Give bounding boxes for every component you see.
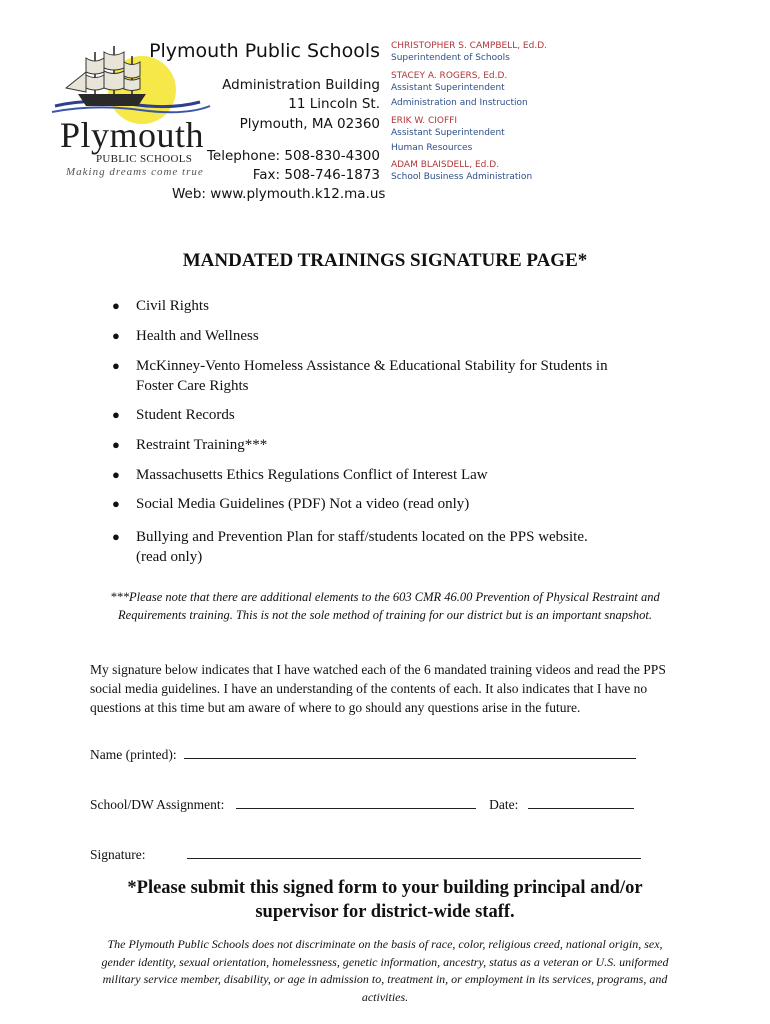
name-printed-label: Name (printed): xyxy=(90,747,177,762)
logo-tagline: Making dreams come true xyxy=(66,166,204,178)
staff-title: Assistant Superintendent xyxy=(391,83,505,93)
assignment-line[interactable] xyxy=(236,796,476,809)
staff-superintendent xyxy=(391,40,671,64)
signature-field[interactable] xyxy=(90,846,641,863)
bullet-icon: ● xyxy=(112,496,120,511)
list-item: ● Student Records xyxy=(112,407,235,423)
school-name: Plymouth Public Schools xyxy=(149,40,380,62)
bullet-icon: ● xyxy=(112,328,120,343)
staff-name: CHRISTOPHER S. CAMPBELL, Ed.D. xyxy=(391,41,547,51)
bullet-icon: ● xyxy=(112,358,120,373)
signature-label: Signature: xyxy=(90,847,146,862)
list-item: ● Health and Wellness xyxy=(112,328,259,344)
address-line-2: 11 Lincoln St. xyxy=(288,96,380,112)
staff-business-administration xyxy=(391,159,671,183)
staff-name: ADAM BLAISDELL, Ed.D. xyxy=(391,160,500,170)
bullet-icon: ● xyxy=(112,529,120,544)
assignment-field[interactable] xyxy=(90,796,634,813)
staff-title: Superintendent of Schools xyxy=(391,53,510,63)
date-line[interactable] xyxy=(528,796,634,809)
assignment-label: School/DW Assignment: xyxy=(90,797,225,812)
logo-subtext: PUBLIC SCHOOLS xyxy=(96,153,193,165)
bullet-icon: ● xyxy=(112,437,120,452)
signature-statement: My signature below indicates that I have watched each of the 6 mandated training videos and read the PPS social media guidelines. I have an understanding of the contents of each. It also indicates that I have no questions at this time but am aware of where to go should any questions arise in the future. xyxy=(90,662,666,715)
name-printed-line[interactable] xyxy=(184,746,636,759)
list-item: ● Social Media Guidelines (PDF) Not a video (read only) xyxy=(112,496,470,512)
staff-title: School Business Administration xyxy=(391,172,533,182)
website: Web: www.plymouth.k12.ma.us xyxy=(172,186,386,202)
date-label: Date: xyxy=(489,797,519,812)
bullet-icon: ● xyxy=(112,467,120,482)
address-line-1: Administration Building xyxy=(222,77,380,93)
submit-instructions-text: *Please submit this signed form to your building principal and/or supervisor for district-wide staff. xyxy=(127,878,643,922)
page-title: MANDATED TRAININGS SIGNATURE PAGE* xyxy=(182,250,588,271)
plymouth-logo xyxy=(50,42,215,192)
name-printed-field[interactable] xyxy=(90,746,636,763)
list-item: ● Massachusetts Ethics Regulations Conflict of Interest Law xyxy=(112,467,488,483)
bullet-icon: ● xyxy=(112,298,120,313)
restraint-training-note: ***Please note that there are additional elements to the 603 CMR 46.00 Prevention of Physical Restraint and Requirements training. This is not the sole method of training for our district but is an important snapshot. xyxy=(110,590,660,622)
nondiscrimination-notice: The Plymouth Public Schools does not discriminate on the basis of race, color, religious creed, national origin, sex, gender identity, sexual orientation, homelessness, genetic information, ancestry, status as a veteran or U.S. uniformed military service member, disability, or age in admission to, treatment in, or employment in its services, programs, and activities. xyxy=(101,937,669,1004)
staff-title-2: Administration and Instruction xyxy=(391,98,528,108)
staff-assistant-superintendent-instruction xyxy=(391,70,671,109)
signature-line[interactable] xyxy=(187,846,641,859)
address-line-3: Plymouth, MA 02360 xyxy=(239,116,380,132)
staff-title: Assistant Superintendent xyxy=(391,128,505,138)
logo-word: Plymouth xyxy=(60,115,205,155)
telephone: Telephone: 508-830-4300 xyxy=(206,148,380,164)
fax: Fax: 508-746-1873 xyxy=(252,167,380,183)
staff-assistant-superintendent-hr xyxy=(391,115,671,154)
staff-title-2: Human Resources xyxy=(391,143,473,153)
staff-name: STACEY A. ROGERS, Ed.D. xyxy=(391,71,508,81)
staff-name: ERIK W. CIOFFI xyxy=(391,116,457,126)
submit-instructions xyxy=(0,876,770,924)
list-item: ● Bullying and Prevention Plan for staff/students located on the PPS website. (read only) xyxy=(112,529,588,565)
trainings-list xyxy=(112,296,632,567)
list-item: ● Civil Rights xyxy=(112,298,209,314)
list-item: ● Restraint Training*** xyxy=(112,437,268,453)
list-item: ● McKinney-Vento Homeless Assistance & Educational Stability for Students in Foster Care Rights xyxy=(112,358,608,394)
bullet-icon: ● xyxy=(112,407,120,422)
